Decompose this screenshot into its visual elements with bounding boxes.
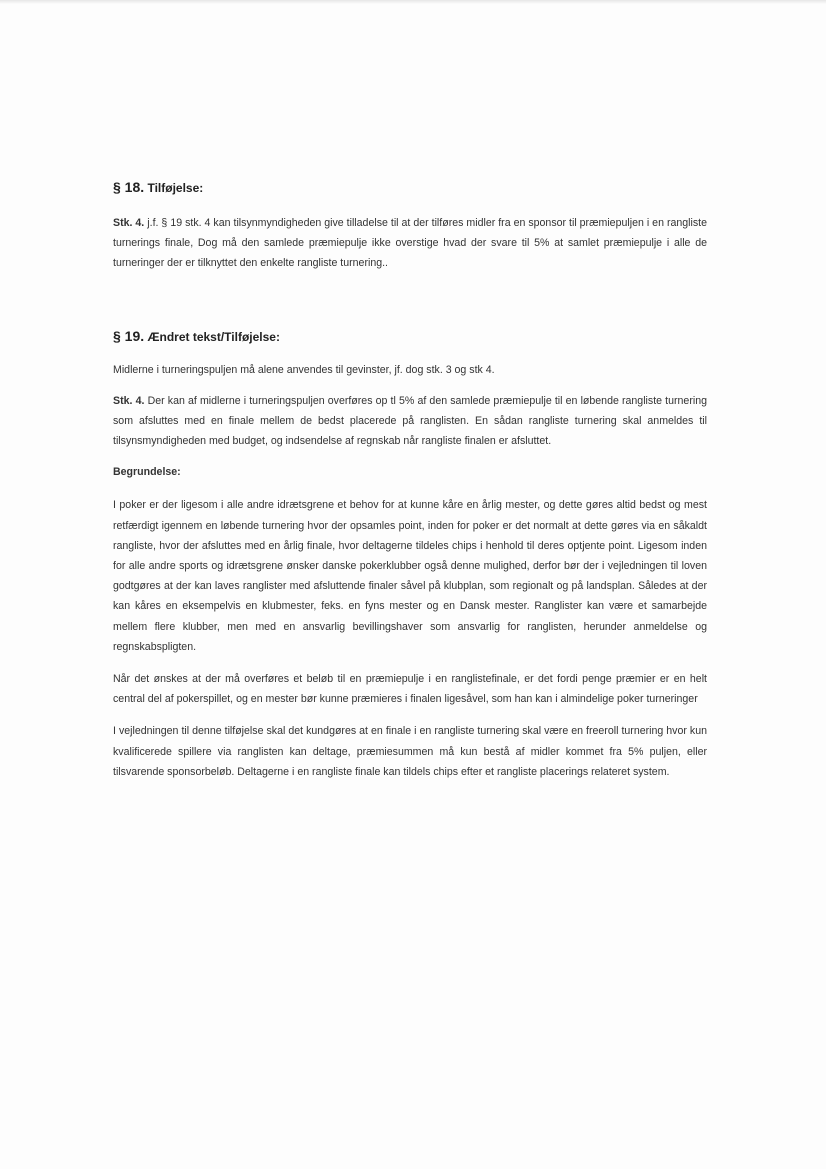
begrundelse-label: Begrundelse: xyxy=(113,466,181,479)
section-19-stk-label: Stk. 4. xyxy=(113,394,145,407)
section-18-number: § 18. xyxy=(113,179,145,195)
section-18-stk-text: j.f. § 19 stk. 4 kan tilsynmyndigheden give tilladelse til at der tilføres midler fra en sponsor til præmiepuljen i en rangliste turnerings finale, Dog må den samlede præmiepulje ikke overstige hvad der svare til 5% at samlet præmiepulje i alle de turneringer der er tilknyttet den enkelte rangliste turnering.. xyxy=(113,217,707,270)
section-19-number: § 19. xyxy=(113,327,145,344)
section-18-paragraph xyxy=(113,213,707,274)
section-19-paragraph-1: Midlerne i turneringspuljen må alene anvendes til gevinster, jf. dog stk. 3 og stk 4. xyxy=(113,363,495,376)
page-top-edge xyxy=(0,0,826,4)
begrundelse-paragraph-2: Når det ønskes at der må overføres et beløb til en præmiepulje i en ranglistefinale, er det fordi penge præmier er en helt central del af pokerspillet, og en mester bør kunne præmieres i finalen ligesåvel, som han kan i almindelige poker turneringer xyxy=(113,673,707,706)
section-19-title: Ændret tekst/Tilføjelse: xyxy=(147,329,280,344)
section-19-stk-text: Der kan af midlerne i turneringspuljen overføres op tl 5% af den samlede præmiepulje til en løbende rangliste turnering som afsluttes med en finale mellem de bedst placerede på ranglisten. En sådan rangliste turnering skal anmeldes til tilsynsmyndigheden med budget, og indsendelse af regnskab når rangliste finalen er afsluttet. xyxy=(113,394,707,448)
section-19-paragraph-2 xyxy=(113,391,707,452)
section-18-stk-label: Stk. 4. xyxy=(113,217,145,229)
section-18-title: Tilføjelse: xyxy=(147,181,204,195)
section-19-heading xyxy=(113,327,707,346)
begrundelse-paragraph-3: I vejledningen til denne tilføjelse skal det kundgøres at en finale i en rangliste turnering skal være en freeroll turnering hvor kun kvalificerede spillere via ranglisten kan deltage, præmiesummen må kun bestå af midler kommet fra 5% puljen, eller tilsvarende sponsorbeløb. Deltagerne i en rangliste finale kan tildels chips efter et rangliste placerings relateret system. xyxy=(113,725,707,778)
document-body xyxy=(113,178,707,782)
begrundelse-paragraph-1: I poker er der ligesom i alle andre idrætsgrene et behov for at kunne kåre en årlig mester, og dette gøres altid bedst og mest retfærdigt igennem en løbende turnering hvor der opsamles point, inden for poker er det normalt at dette gøres via en såkaldt rangliste, hvor der afsluttes med en årlig finale, hvor deltagerne tildeles chips i henhold til deres optjente point. Ligesom inden for alle andre sports og idrætsgrene ønsker danske pokerklubber også denne mulighed, derfor bør der i vejledningen til loven godtgøres at der kan laves ranglister med afsluttende finaler såvel på klubplan, som regionalt og på landsplan. Således at der kan kåres en eksempelvis en klubmester, feks. en fyns mester og en Dansk mester. Ranglister kan være et samarbejde mellem flere klubber, men med en ansvarlig bevillingshaver som ansvarlig for ranglisten, herunder anmeldelse og regnskabspligten. xyxy=(113,499,707,653)
section-18-heading xyxy=(113,178,707,197)
